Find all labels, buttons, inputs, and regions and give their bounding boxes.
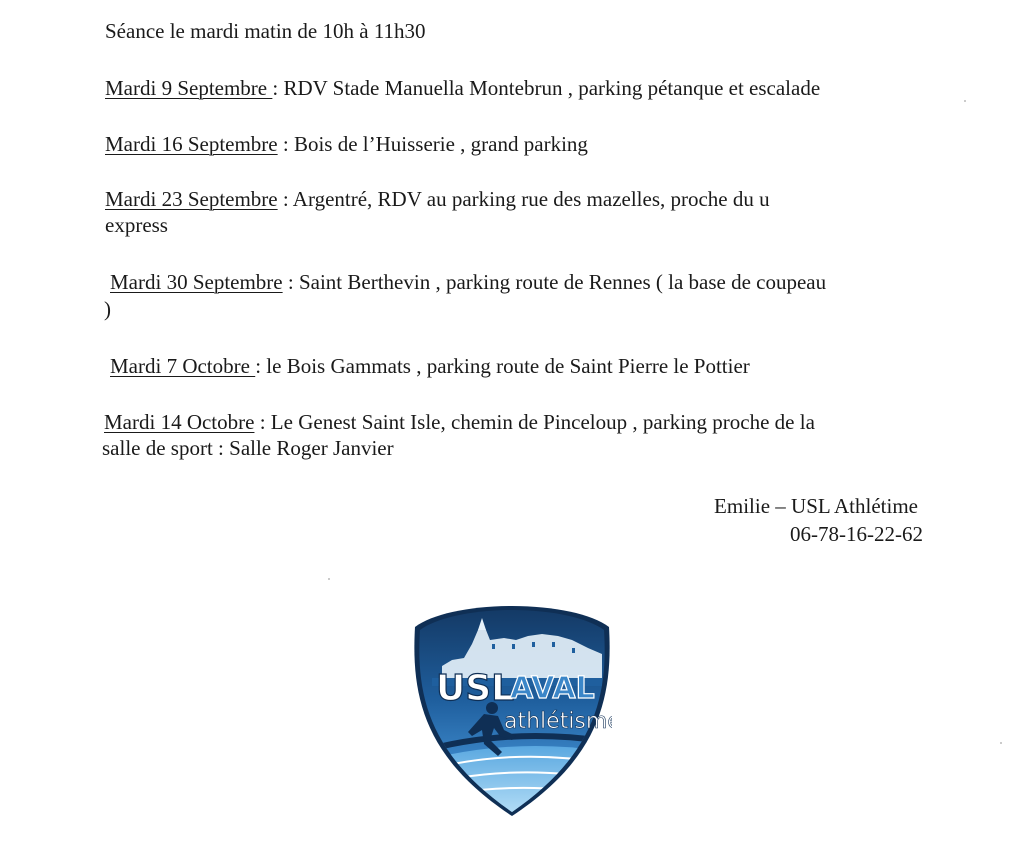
session-text: : RDV Stade Manuella Montebrun , parking pétanque et escalade [272, 76, 821, 100]
session-row-6-continued [102, 435, 394, 461]
logo-athletisme-text: athlétisme [504, 709, 612, 734]
intro-text: Séance le mardi matin de 10h à 11h30 [105, 19, 426, 43]
session-row-4-continued [104, 296, 111, 322]
session-row-3 [105, 186, 770, 212]
session-row-6 [104, 409, 815, 435]
session-text: : Argentré, RDV au parking rue des mazelles, proche du u [277, 187, 770, 211]
session-row-4 [110, 269, 826, 295]
logo-shield-icon [412, 604, 612, 818]
session-row-2 [105, 131, 588, 157]
session-text-continued: express [105, 213, 168, 237]
session-row-5 [110, 353, 750, 379]
usl-laval-athletisme-logo [412, 604, 612, 818]
session-date: Mardi 7 Octobre [110, 354, 256, 378]
logo-usl-text: USL [436, 668, 515, 709]
signature-name: Emilie – USL Athlétime [714, 494, 918, 518]
session-date: Mardi 14 Octobre [104, 410, 255, 434]
session-text-continued: salle de sport : Salle Roger Janvier [102, 436, 394, 460]
session-date: Mardi 30 Septembre [110, 270, 283, 294]
session-text: : Le Genest Saint Isle, chemin de Pinceloup , parking proche de la [254, 410, 815, 434]
session-date: Mardi 23 Septembre [105, 187, 278, 211]
scan-speck [1000, 742, 1002, 744]
signature-phone: 06-78-16-22-62 [790, 522, 923, 546]
session-text-continued: ) [104, 297, 111, 321]
scan-speck [964, 100, 966, 102]
scan-speck [328, 578, 330, 580]
session-date: Mardi 16 Septembre [105, 132, 278, 156]
session-text: : le Bois Gammats , parking route de Saint Pierre le Pottier [255, 354, 750, 378]
session-text: : Bois de l’Huisserie , grand parking [277, 132, 588, 156]
session-text: : Saint Berthevin , parking route de Rennes ( la base de coupeau [282, 270, 827, 294]
session-row-3-continued [105, 212, 168, 238]
session-row-1 [105, 75, 820, 101]
logo-aval-text: AVAL [510, 671, 595, 706]
session-date: Mardi 9 Septembre [105, 76, 273, 100]
intro-line [105, 18, 426, 44]
